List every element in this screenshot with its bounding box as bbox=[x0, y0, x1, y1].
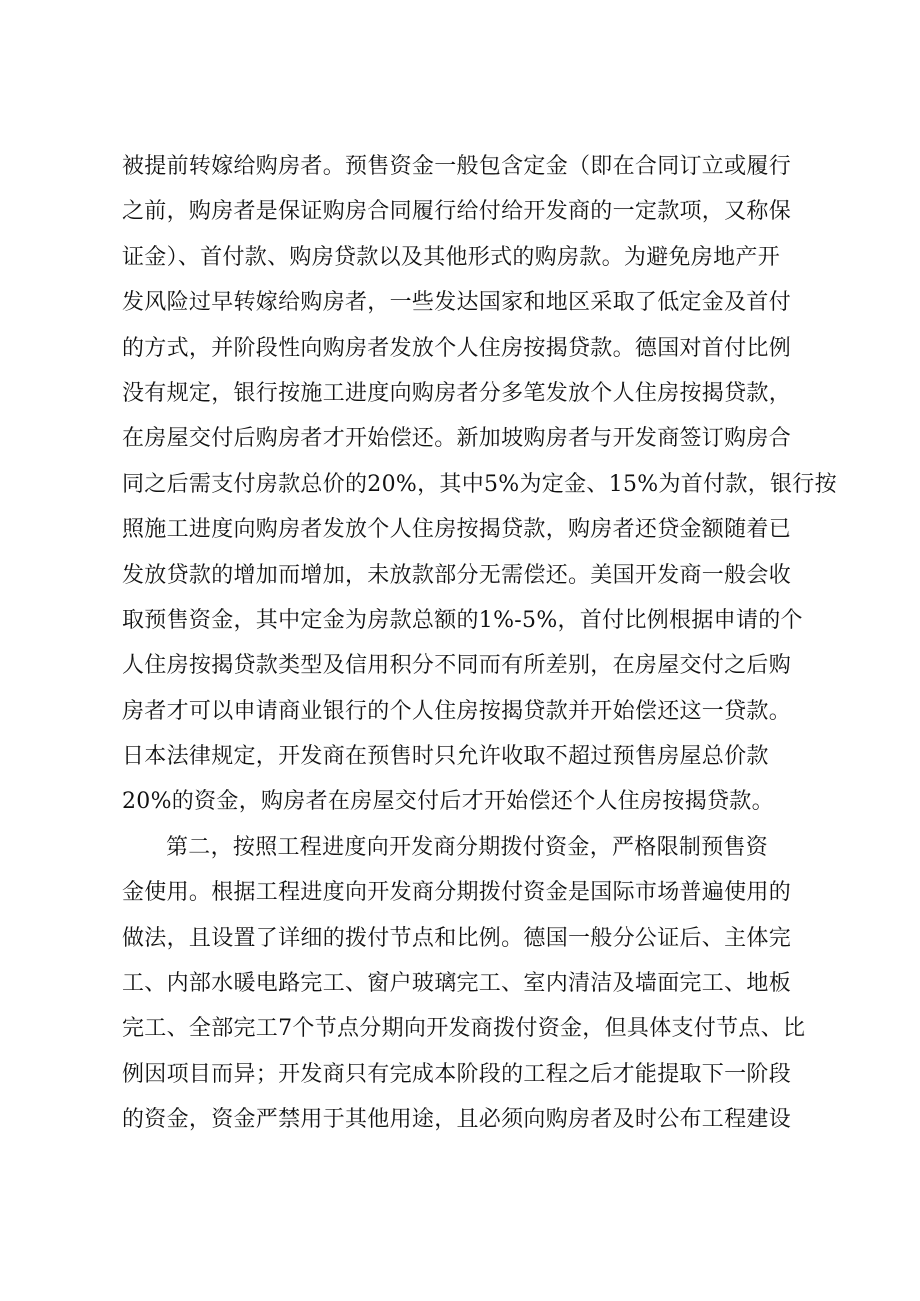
text-line: 做法，且设置了详细的拨付节点和比例。德国一般分公证后、主体完 bbox=[122, 925, 792, 951]
text-line: 证金）、首付款、购房贷款以及其他形式的购房款。为避免房地产开 bbox=[122, 244, 781, 270]
text-line: 被提前转嫁给购房者。预售资金一般包含定金（即在合同订立或履行 bbox=[122, 154, 792, 179]
text-line: 发风险过早转嫁给购房者，一些发达国家和地区采取了低定金及首付 bbox=[122, 290, 792, 316]
text-line: 日本法律规定，开发商在预售时只允许收取不超过预售房屋总价款 bbox=[122, 744, 769, 770]
text-line: 在房屋交付后购房者才开始偿还。新加坡购房者与开发商签订购房合 bbox=[122, 426, 792, 452]
text-line: 第二，按照工程进度向开发商分期拨付资金，严格限制预售资 bbox=[166, 834, 769, 860]
paragraph-2 bbox=[122, 825, 812, 1143]
text-line: 20%的资金，购房者在房屋交付后才开始偿还个人住房按揭贷款。 bbox=[122, 789, 774, 815]
text-line: 金使用。根据工程进度向开发商分期拨付资金是国际市场普遍使用的 bbox=[122, 880, 792, 906]
text-line: 照施工进度向购房者发放个人住房按揭贷款，购房者还贷金额随着已 bbox=[122, 517, 792, 543]
text-line: 工、内部水暖电路完工、窗户玻璃完工、室内清洁及墙面完工、地板 bbox=[122, 971, 792, 997]
text-line: 之前，购房者是保证购房合同履行给付给开发商的一定款项，又称保 bbox=[122, 199, 792, 225]
text-line: 例因项目而异；开发商只有完成本阶段的工程之后才能提取下一阶段 bbox=[122, 1061, 792, 1087]
text-line: 取预售资金，其中定金为房款总额的1%-5%，首付比例根据申请的个 bbox=[122, 607, 803, 633]
text-line: 人住房按揭贷款类型及信用积分不同而有所差别，在房屋交付之后购 bbox=[122, 653, 792, 679]
document-body bbox=[122, 144, 837, 1143]
text-line: 的资金，资金严禁用于其他用途，且必须向购房者及时公布工程建设 bbox=[122, 1107, 792, 1133]
text-line: 同之后需支付房款总价的20%，其中5%为定金、15%为首付款，银行按 bbox=[122, 471, 837, 497]
paragraph-1 bbox=[122, 144, 837, 825]
text-line: 没有规定，银行按施工进度向购房者分多笔发放个人住房按揭贷款， bbox=[122, 380, 792, 406]
text-line: 发放贷款的增加而增加，未放款部分无需偿还。美国开发商一般会收 bbox=[122, 562, 792, 588]
text-line: 房者才可以申请商业银行的个人住房按揭贷款并开始偿还这一贷款。 bbox=[122, 698, 792, 724]
text-line: 完工、全部完工7个节点分期向开发商拨付资金，但具体支付节点、比 bbox=[122, 1016, 806, 1042]
text-line: 的方式，并阶段性向购房者发放个人住房按揭贷款。德国对首付比例 bbox=[122, 335, 792, 361]
